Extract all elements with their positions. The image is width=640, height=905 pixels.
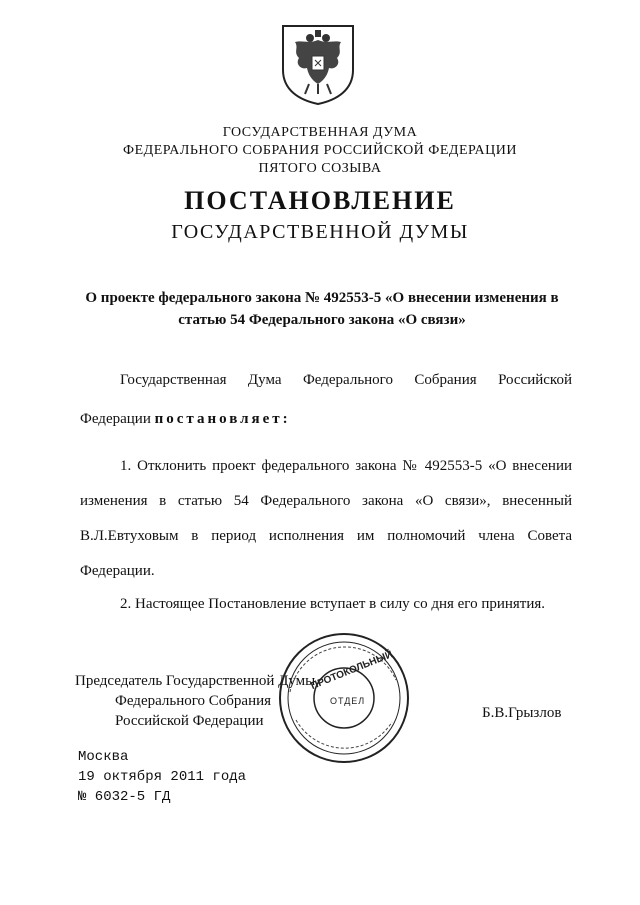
header-line: ПЯТОГО СОЗЫВА (258, 161, 382, 176)
issue-details (78, 747, 246, 807)
item1-line: Федерации. (80, 563, 155, 579)
signer-name: Б.В.Грызлов (482, 705, 562, 721)
document-subtitle: ГОСУДАРСТВЕННОЙ ДУМЫ (171, 221, 469, 243)
issuer-header (0, 124, 640, 178)
preamble-text: Федерации (80, 411, 155, 427)
preamble-line: Государственная Дума Федерального Собрания Российской (120, 372, 572, 388)
header-line: ГОСУДАРСТВЕННАЯ ДУМА (222, 125, 418, 140)
preamble-line (80, 411, 572, 428)
subject-line: статью 54 Федерального закона «О связи» (178, 312, 466, 328)
signature-title: Российской Федерации (115, 713, 264, 729)
resolution-verb: постановляет: (154, 411, 291, 427)
issue-city: Москва (78, 749, 129, 765)
document-subject (80, 287, 564, 331)
header-line: ФЕДЕРАЛЬНОГО СОБРАНИЯ РОССИЙСКОЙ ФЕДЕРАЦИИ (123, 143, 517, 158)
document-title: ПОСТАНОВЛЕНИЕ (184, 186, 456, 215)
item1-line: В.Л.Евтуховым в период исполнения им полномочий члена Совета (80, 528, 572, 544)
stamp-seal-icon (276, 630, 412, 766)
item2: 2. Настоящее Постановление вступает в силу со дня его принятия. (120, 596, 546, 612)
stamp-text: ОТДЕЛ (330, 696, 366, 706)
stamp-text: ПРОТОКОЛЬНЫЙ (309, 649, 395, 692)
issue-date: 19 октября 2011 года (78, 769, 247, 785)
item1-line: 1. Отклонить проект федерального закона № 492553-5 «О внесении (120, 458, 572, 474)
subject-line: О проекте федерального закона № 492553-5 «О внесении изменения в (85, 290, 559, 306)
document-number: № 6032-5 ГД (78, 789, 171, 805)
item1-line: изменения в статью 54 Федерального закона «О связи», внесенный (80, 493, 572, 509)
signature-title: Председатель Государственной Думы (75, 673, 316, 689)
coat-of-arms-icon (279, 22, 357, 106)
signature-title: Федерального Собрания (115, 693, 272, 709)
